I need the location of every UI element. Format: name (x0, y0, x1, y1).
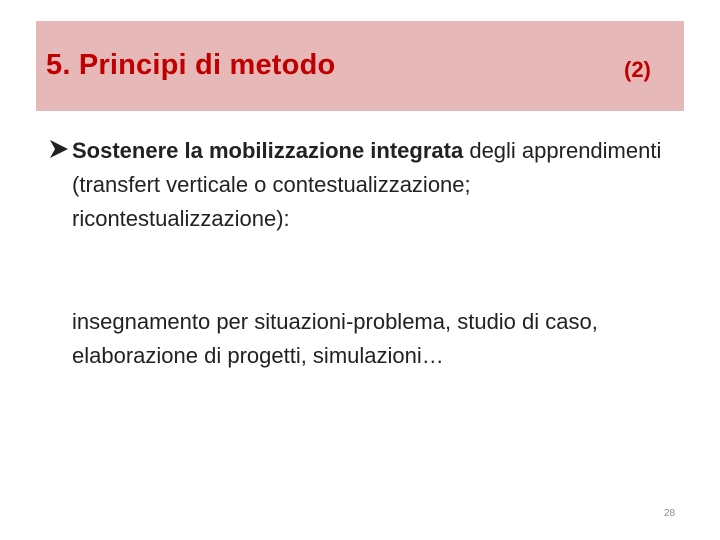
sub-text: insegnamento per situazioni-problema, studio di caso, elaborazione di progetti, simulazioni… (72, 309, 598, 368)
bullet-text (72, 134, 668, 236)
title-band (36, 21, 684, 111)
slide-title-number: (2) (624, 57, 651, 82)
bullet-plain-text: degli apprendimenti (transfert verticale o contestualizzazione; ricontestualizzazione): (72, 138, 662, 231)
bullet-item (48, 134, 668, 236)
page-number: 28 (664, 508, 676, 519)
arrowhead-bullet-icon (48, 138, 70, 160)
bullet-bold-text: Sostenere la mobilizzazione integrata (72, 138, 464, 163)
slide-title: 5. Principi di metodo (46, 49, 336, 81)
